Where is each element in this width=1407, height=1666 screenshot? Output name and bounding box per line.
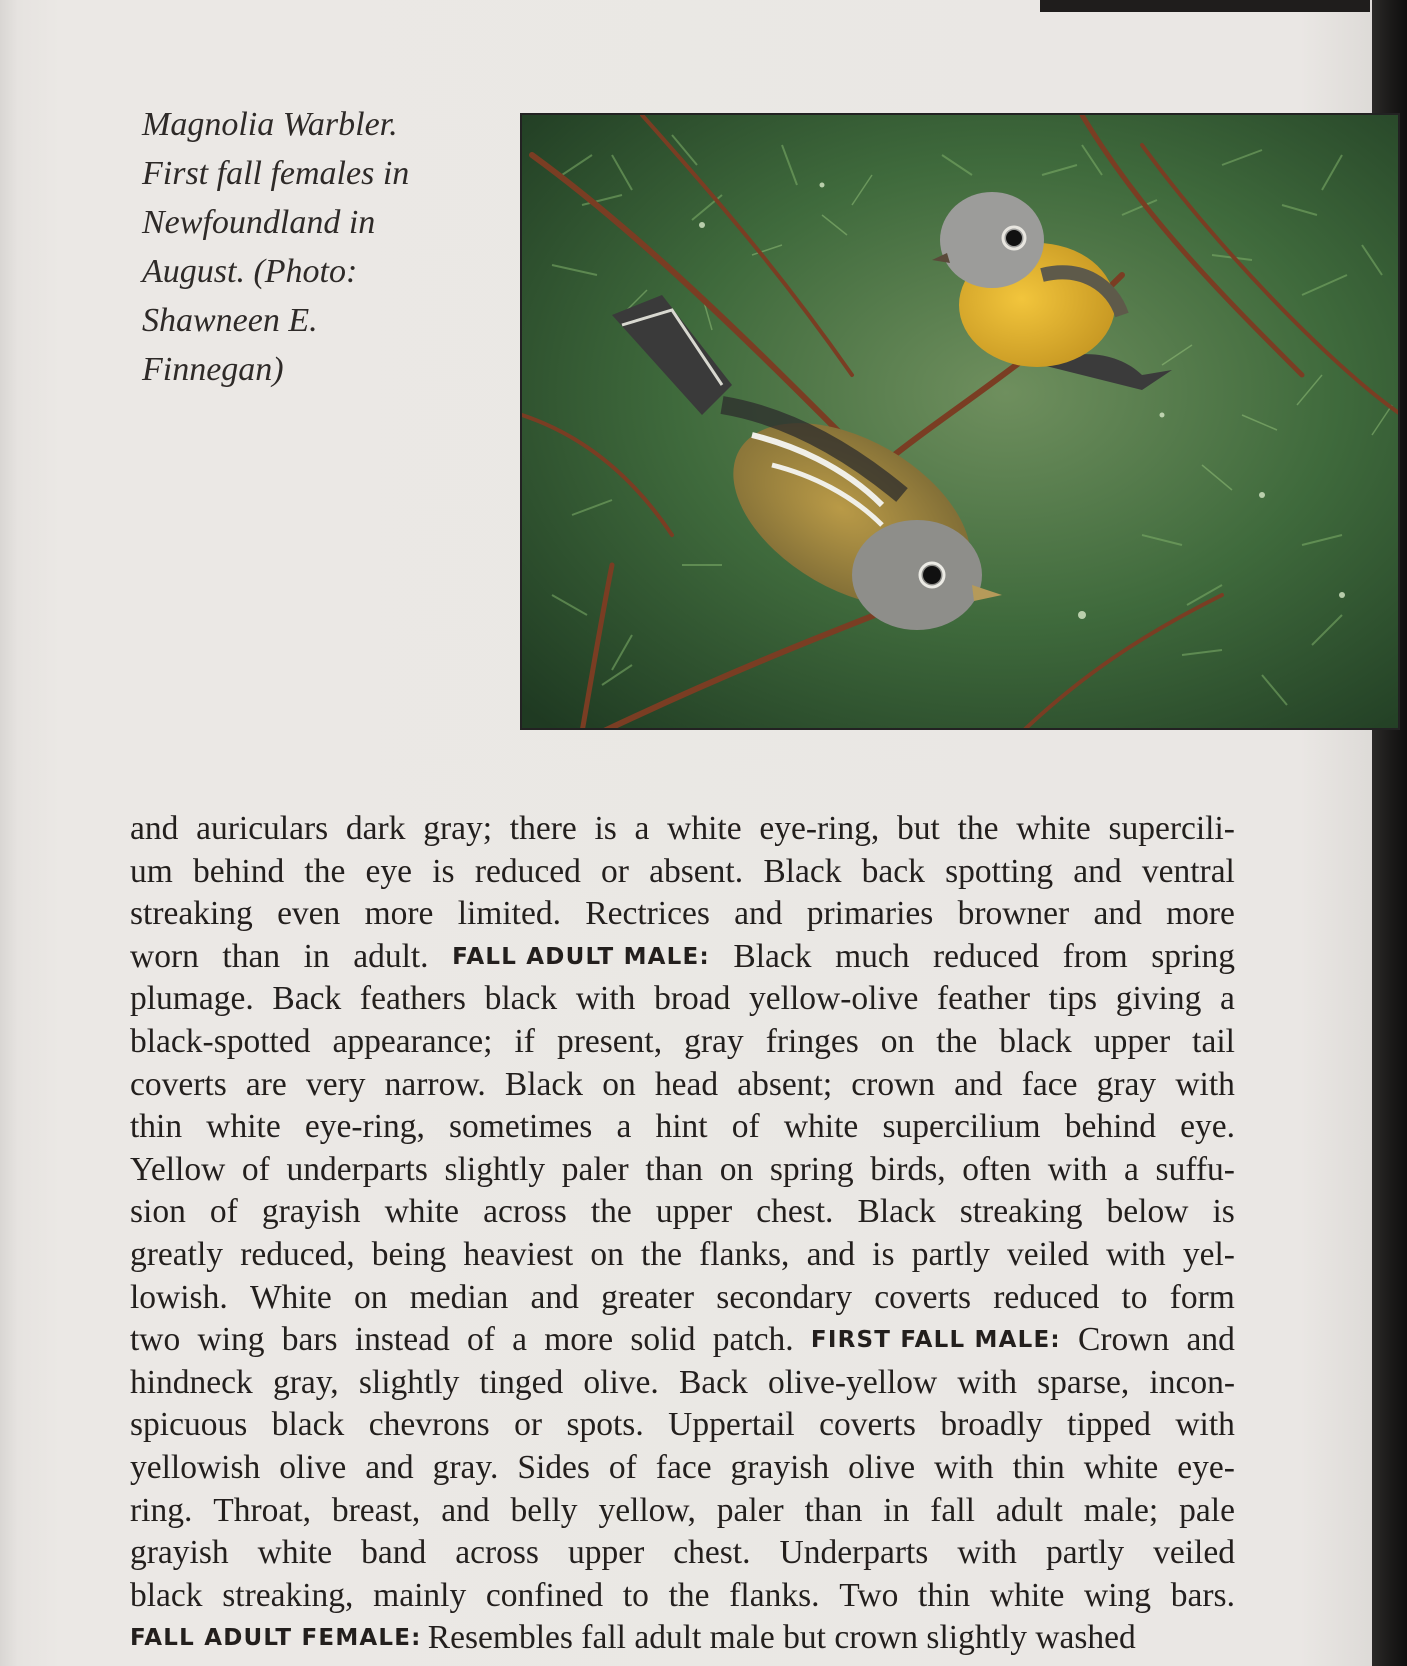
word: feather: [937, 980, 1030, 1018]
word: eye-: [1177, 1448, 1235, 1486]
text-line: [130, 893, 1235, 936]
word: gray.: [432, 1448, 499, 1486]
caption-line: Finnegan): [142, 351, 284, 388]
word: with: [957, 1534, 1017, 1572]
text-line: [130, 1191, 1235, 1234]
word: behind: [193, 852, 285, 890]
word: Two: [839, 1576, 899, 1614]
text-line: [130, 1532, 1235, 1575]
word: gray,: [272, 1363, 339, 1401]
word: from: [1062, 937, 1128, 975]
word: and: [1093, 895, 1142, 933]
word: ventral: [1141, 852, 1235, 890]
text-line: [130, 1021, 1235, 1064]
word: Black: [857, 1193, 936, 1231]
word: supercilium: [882, 1108, 1041, 1146]
word: with: [1106, 1235, 1166, 1273]
text-line: [130, 1447, 1235, 1490]
word: sion: [130, 1193, 186, 1231]
word: grayish: [130, 1534, 229, 1572]
word: black: [130, 1576, 203, 1614]
word: is: [1212, 1193, 1235, 1231]
word: adult: [995, 1491, 1063, 1529]
caption-line: Magnolia Warbler.: [142, 106, 398, 143]
word: white: [1083, 1448, 1159, 1486]
word: thin: [918, 1576, 971, 1614]
word: below: [1106, 1193, 1189, 1231]
word: yel-: [1182, 1235, 1235, 1273]
word: Underparts: [779, 1534, 929, 1572]
word: black-spotted: [130, 1022, 311, 1060]
word: gray: [1096, 1065, 1157, 1103]
word: paler: [716, 1491, 784, 1529]
text-line-tail: Resembles fall adult male but crown slightly washed: [427, 1619, 1136, 1657]
word: face: [655, 1448, 712, 1486]
text-line: [130, 1064, 1235, 1107]
word: yellow,: [598, 1491, 696, 1529]
word: flanks.: [729, 1576, 820, 1614]
word: with: [1175, 1065, 1235, 1103]
word: wing: [197, 1321, 265, 1359]
word: back: [861, 852, 925, 890]
word: secondary: [716, 1278, 853, 1316]
word: Sides: [517, 1448, 590, 1486]
word: the: [668, 1576, 710, 1614]
word: eye.: [1180, 1108, 1235, 1146]
word: instead: [354, 1321, 450, 1359]
word: but: [897, 810, 940, 847]
word: Back: [678, 1363, 748, 1401]
word: Yellow: [130, 1150, 226, 1188]
word: is: [594, 810, 617, 847]
word: coverts: [819, 1406, 916, 1444]
word: band: [361, 1534, 427, 1572]
word: and: [365, 1448, 414, 1486]
word: than: [804, 1491, 863, 1529]
word: Back: [272, 980, 342, 1018]
word: thin: [1012, 1448, 1065, 1486]
word: tinged: [479, 1363, 564, 1401]
word: with: [957, 1363, 1017, 1401]
word: belly: [510, 1491, 578, 1529]
section-heading-fall-adult-female: FALL ADULT FEMALE:: [130, 1625, 422, 1652]
word: on: [602, 1065, 636, 1103]
word: reduced: [474, 852, 581, 890]
word: breast,: [331, 1491, 421, 1529]
word: on: [354, 1278, 388, 1316]
text-line: [130, 1490, 1235, 1533]
word: often: [962, 1150, 1032, 1188]
word: appearance;: [332, 1022, 493, 1060]
word: white: [206, 1108, 281, 1146]
word: giving: [1115, 980, 1202, 1018]
word: Black: [733, 937, 812, 975]
word: streaking: [959, 1193, 1083, 1231]
photo-caption: [142, 100, 502, 394]
word: um: [130, 852, 173, 890]
word: lowish.: [130, 1278, 228, 1316]
word: heaviest: [463, 1235, 574, 1273]
word: of: [209, 1193, 238, 1231]
text-line: [130, 808, 1235, 851]
word: more: [544, 1321, 614, 1359]
text-line: [130, 1234, 1235, 1277]
word: eye-ring,: [304, 1108, 425, 1146]
word: reduced: [933, 937, 1040, 975]
word: veiled: [1007, 1235, 1089, 1273]
word: wing: [1084, 1576, 1152, 1614]
word: a: [616, 1108, 632, 1146]
word: broad: [654, 980, 731, 1018]
word: upper: [655, 1193, 733, 1231]
word: grayish: [730, 1448, 830, 1486]
word: olive-yellow: [767, 1363, 938, 1401]
word: gray: [684, 1022, 744, 1060]
word: tipped: [1067, 1406, 1151, 1444]
word: or: [514, 1406, 542, 1444]
word: paler: [561, 1150, 629, 1188]
word: White: [249, 1278, 332, 1316]
word: ring.: [130, 1491, 193, 1529]
word: greater: [601, 1278, 695, 1316]
word: face: [1021, 1065, 1078, 1103]
text-line: [130, 1319, 1235, 1362]
warbler-photo-illustration: [522, 115, 1400, 730]
word: sometimes: [449, 1108, 593, 1146]
text-line: [130, 1149, 1235, 1192]
word: head: [654, 1065, 719, 1103]
word: solid: [630, 1321, 696, 1359]
word: with: [1047, 1150, 1108, 1188]
word: the: [641, 1235, 682, 1273]
word: white: [667, 810, 742, 847]
word: grayish: [261, 1193, 361, 1231]
word: of: [466, 1321, 495, 1359]
text-line: [130, 1617, 1235, 1660]
word: across: [483, 1193, 567, 1231]
word: reduced: [993, 1278, 1100, 1316]
word: partly: [1045, 1534, 1125, 1572]
word: spicuous: [130, 1406, 248, 1444]
word: hindneck: [130, 1363, 253, 1401]
word: in: [883, 1491, 910, 1529]
word: tips: [1048, 980, 1098, 1018]
word: two: [130, 1321, 181, 1359]
word: on: [590, 1235, 624, 1273]
word: are: [245, 1065, 287, 1103]
section-heading-first-fall-male: FIRST FALL MALE:: [810, 1327, 1061, 1354]
word: spring: [769, 1150, 854, 1188]
word: spots.: [566, 1406, 644, 1444]
word: white: [257, 1534, 333, 1572]
species-description-text: [130, 808, 1235, 1660]
word: more: [364, 895, 434, 933]
word: bars: [281, 1321, 338, 1359]
word: a: [1124, 1150, 1139, 1188]
word: in: [303, 937, 330, 975]
word: form: [1169, 1278, 1235, 1316]
text-line: [130, 1575, 1235, 1618]
word: mainly: [373, 1576, 467, 1614]
word: a: [1220, 980, 1235, 1018]
word: on: [719, 1150, 754, 1188]
word: incon-: [1149, 1363, 1235, 1401]
word: Crown: [1078, 1321, 1170, 1359]
word: pale: [1179, 1491, 1235, 1529]
word: plumage.: [130, 980, 254, 1018]
word: and: [530, 1278, 579, 1316]
word: browner: [957, 895, 1070, 933]
word: and: [1186, 1321, 1235, 1359]
word: absent.: [649, 852, 744, 890]
word: or: [601, 852, 629, 890]
word: coverts: [130, 1065, 227, 1103]
word: than: [222, 937, 281, 975]
word: hint: [655, 1108, 708, 1146]
word: olive: [848, 1448, 916, 1486]
word: flanks,: [699, 1235, 790, 1273]
word: spring: [1151, 937, 1235, 975]
word: fall: [930, 1491, 975, 1529]
word: the: [936, 1022, 978, 1060]
word: and: [734, 895, 783, 933]
word: broadly: [940, 1406, 1043, 1444]
word: bars.: [1170, 1576, 1235, 1614]
word: adult.: [353, 937, 429, 975]
word: on: [880, 1022, 915, 1060]
word: olive.: [583, 1363, 659, 1401]
word: primaries: [806, 895, 934, 933]
word: Black: [504, 1065, 584, 1103]
word: white: [989, 1576, 1065, 1614]
word: and: [1073, 852, 1122, 890]
text-line: [130, 1362, 1235, 1405]
word: and: [954, 1065, 1003, 1103]
word: a: [512, 1321, 527, 1359]
word: behind: [1064, 1108, 1156, 1146]
word: with: [934, 1448, 994, 1486]
word: spotting: [945, 852, 1054, 890]
word: yellowish: [130, 1448, 261, 1486]
word: underparts: [286, 1150, 428, 1188]
word: a: [634, 810, 650, 847]
word: supercili-: [1108, 810, 1235, 847]
word: crown: [851, 1065, 936, 1103]
word: tail: [1192, 1022, 1235, 1060]
word: chest.: [673, 1534, 751, 1572]
word: much: [835, 937, 910, 975]
word: more: [1166, 895, 1235, 933]
word: upper: [567, 1534, 645, 1572]
word: yellow-olive: [749, 980, 919, 1018]
word: birds,: [870, 1150, 946, 1188]
word: is: [432, 852, 455, 890]
word: upper: [1093, 1022, 1171, 1060]
caption-line: Newfoundland in: [142, 204, 376, 241]
word: Black: [763, 852, 842, 890]
text-line: [130, 936, 1235, 979]
word: gray;: [423, 810, 493, 847]
word: chest.: [756, 1193, 834, 1231]
word: dark: [345, 810, 406, 847]
word: Rectrices: [585, 895, 710, 933]
text-line: [130, 1277, 1235, 1320]
word: auriculars: [196, 810, 329, 847]
caption-line: August. (Photo:: [142, 253, 358, 290]
word: with: [575, 980, 636, 1018]
word: of: [241, 1150, 270, 1188]
word: slightly: [444, 1150, 546, 1188]
word: across: [455, 1534, 539, 1572]
word: the: [957, 810, 999, 847]
word: streaking,: [222, 1576, 354, 1614]
caption-line: Shawneen E.: [142, 302, 318, 339]
word: feathers: [359, 980, 466, 1018]
word: chevrons: [368, 1406, 490, 1444]
word: absent;: [737, 1065, 833, 1103]
word: of: [608, 1448, 637, 1486]
word: black: [484, 980, 558, 1018]
word: worn: [130, 937, 199, 975]
text-line: [130, 1106, 1235, 1149]
word: median: [409, 1278, 509, 1316]
word: if: [514, 1022, 535, 1060]
caption-line: First fall females in: [142, 155, 410, 192]
word: narrow.: [384, 1065, 486, 1103]
word: of: [731, 1108, 760, 1146]
word: white: [783, 1108, 859, 1146]
word: eye-ring,: [759, 810, 880, 847]
word: there: [509, 810, 577, 847]
word: to: [622, 1576, 649, 1614]
section-heading-fall-adult-male: FALL ADULT MALE:: [452, 943, 710, 970]
word: and: [441, 1491, 490, 1529]
word: streaking: [130, 895, 253, 933]
word: suffu-: [1155, 1150, 1235, 1188]
word: thin: [130, 1108, 183, 1146]
text-line: [130, 1404, 1235, 1447]
word: being: [371, 1235, 447, 1273]
word: olive: [279, 1448, 347, 1486]
word: reduced,: [240, 1235, 355, 1273]
warbler-photo: [520, 113, 1400, 730]
word: Uppertail: [668, 1406, 795, 1444]
word: patch.: [712, 1321, 794, 1359]
word: white: [384, 1193, 460, 1231]
word: veiled: [1153, 1534, 1235, 1572]
page-top-edge-shadow: [1040, 0, 1370, 12]
word: even: [277, 895, 341, 933]
word: to: [1121, 1278, 1148, 1316]
word: with: [1175, 1406, 1235, 1444]
word: coverts: [874, 1278, 972, 1316]
word: very: [305, 1065, 366, 1103]
word: the: [590, 1193, 632, 1231]
word: sparse,: [1037, 1363, 1130, 1401]
word: and: [130, 810, 179, 847]
word: the: [304, 852, 346, 890]
word: fringes: [765, 1022, 859, 1060]
word: male;: [1083, 1491, 1159, 1529]
word: black: [999, 1022, 1072, 1060]
word: confined: [485, 1576, 604, 1614]
word: white: [1016, 810, 1091, 847]
word: Throat,: [213, 1491, 311, 1529]
word: present,: [556, 1022, 663, 1060]
word: and: [806, 1235, 855, 1273]
word: black: [271, 1406, 345, 1444]
text-line: [130, 851, 1235, 894]
word: partly: [911, 1235, 990, 1273]
text-line: [130, 978, 1235, 1021]
word: is: [872, 1235, 895, 1273]
word: slightly: [358, 1363, 460, 1401]
word: than: [645, 1150, 704, 1188]
word: limited.: [457, 895, 561, 933]
word: greatly: [130, 1235, 224, 1273]
word: eye: [365, 852, 413, 890]
